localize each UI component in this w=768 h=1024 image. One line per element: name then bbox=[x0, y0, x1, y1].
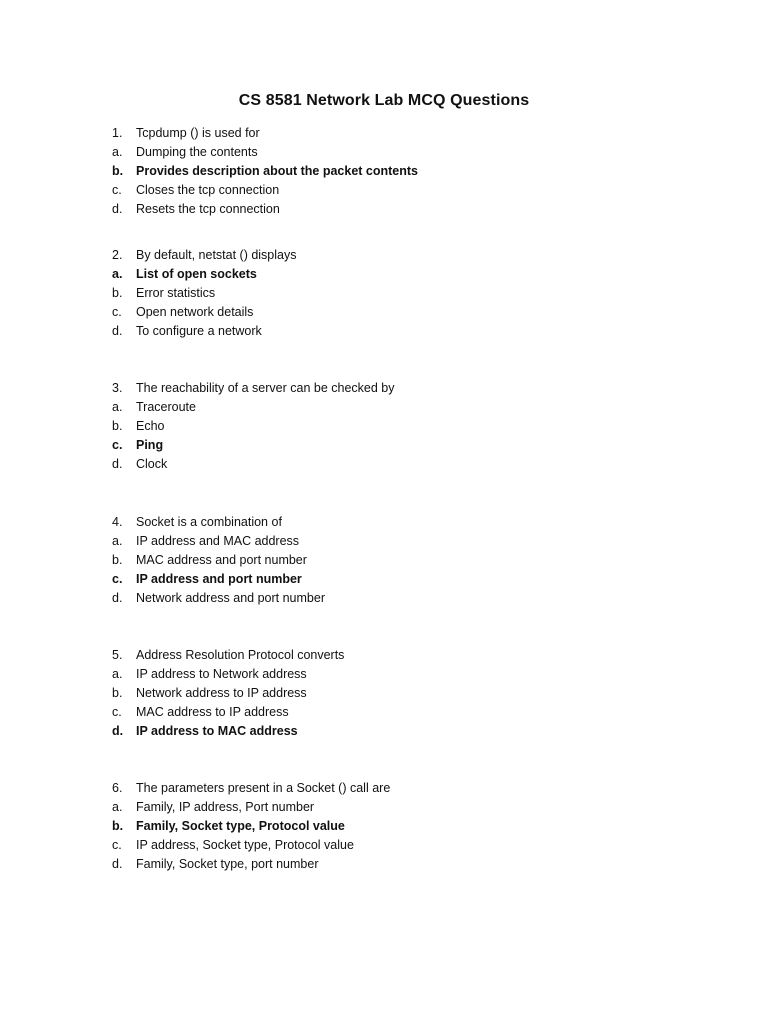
option-letter: b. bbox=[112, 686, 123, 700]
option-text: IP address to Network address bbox=[136, 667, 307, 681]
question-number: 4. bbox=[112, 515, 123, 529]
option-letter: c. bbox=[112, 183, 122, 197]
option-d bbox=[112, 322, 672, 341]
option-b bbox=[112, 417, 672, 436]
option-letter: b. bbox=[112, 553, 123, 567]
option-b-correct bbox=[112, 162, 672, 181]
question-2 bbox=[112, 246, 672, 341]
question-text: The parameters present in a Socket () call are bbox=[136, 781, 391, 795]
option-letter: c. bbox=[112, 705, 122, 719]
question-stem bbox=[112, 646, 672, 665]
option-text: To configure a network bbox=[136, 324, 262, 338]
option-letter: a. bbox=[112, 667, 123, 681]
option-text: Error statistics bbox=[136, 286, 216, 300]
option-c bbox=[112, 303, 672, 322]
option-d bbox=[112, 200, 672, 219]
question-5 bbox=[112, 646, 672, 741]
option-text: IP address and MAC address bbox=[136, 534, 300, 548]
option-letter: a. bbox=[112, 534, 123, 548]
option-text: Traceroute bbox=[136, 400, 196, 414]
option-c-correct bbox=[112, 570, 672, 589]
option-b bbox=[112, 551, 672, 570]
option-text: Echo bbox=[136, 419, 165, 433]
question-text: Address Resolution Protocol converts bbox=[136, 648, 345, 662]
option-d bbox=[112, 455, 672, 474]
option-letter: d. bbox=[112, 202, 123, 216]
option-letter: b. bbox=[112, 819, 124, 833]
option-b bbox=[112, 684, 672, 703]
option-text: Clock bbox=[136, 457, 168, 471]
option-letter: a. bbox=[112, 145, 123, 159]
option-text: Closes the tcp connection bbox=[136, 183, 280, 197]
option-text: Family, Socket type, port number bbox=[136, 857, 319, 871]
question-number: 1. bbox=[112, 126, 123, 140]
option-text: Provides description about the packet contents bbox=[136, 164, 419, 178]
question-number: 3. bbox=[112, 381, 123, 395]
option-text: MAC address and port number bbox=[136, 553, 307, 567]
option-c bbox=[112, 181, 672, 200]
option-letter: c. bbox=[112, 438, 123, 452]
option-letter: c. bbox=[112, 572, 123, 586]
option-text: Family, Socket type, Protocol value bbox=[136, 819, 345, 833]
option-text: Network address to IP address bbox=[136, 686, 307, 700]
option-text: Resets the tcp connection bbox=[136, 202, 280, 216]
option-text: Network address and port number bbox=[136, 591, 325, 605]
option-letter: d. bbox=[112, 857, 123, 871]
option-d bbox=[112, 855, 672, 874]
option-text: Dumping the contents bbox=[136, 145, 258, 159]
option-letter: d. bbox=[112, 591, 123, 605]
question-number: 5. bbox=[112, 648, 123, 662]
question-number: 2. bbox=[112, 248, 123, 262]
option-c bbox=[112, 703, 672, 722]
option-letter: c. bbox=[112, 305, 122, 319]
option-d-correct bbox=[112, 722, 672, 741]
option-a-correct bbox=[112, 265, 672, 284]
option-text: Family, IP address, Port number bbox=[136, 800, 315, 814]
option-letter: b. bbox=[112, 164, 124, 178]
option-c-correct bbox=[112, 436, 672, 455]
question-stem bbox=[112, 379, 672, 398]
question-6 bbox=[112, 779, 672, 874]
option-letter: a. bbox=[112, 400, 123, 414]
option-a bbox=[112, 798, 672, 817]
question-stem bbox=[112, 513, 672, 532]
option-letter: b. bbox=[112, 286, 123, 300]
option-text: Ping bbox=[136, 438, 164, 452]
option-letter: d. bbox=[112, 324, 123, 338]
option-a bbox=[112, 532, 672, 551]
option-letter: c. bbox=[112, 838, 122, 852]
question-1 bbox=[112, 124, 672, 219]
question-text: Tcpdump () is used for bbox=[136, 126, 260, 140]
option-text: MAC address to IP address bbox=[136, 705, 289, 719]
question-text: The reachability of a server can be checked by bbox=[136, 381, 395, 395]
question-text: By default, netstat () displays bbox=[136, 248, 297, 262]
option-letter: b. bbox=[112, 419, 123, 433]
option-letter: a. bbox=[112, 800, 123, 814]
option-letter: d. bbox=[112, 457, 123, 471]
option-c bbox=[112, 836, 672, 855]
option-text: List of open sockets bbox=[136, 267, 257, 281]
option-letter: a. bbox=[112, 267, 123, 281]
option-b-correct bbox=[112, 817, 672, 836]
option-a bbox=[112, 398, 672, 417]
option-letter: d. bbox=[112, 724, 124, 738]
option-text: Open network details bbox=[136, 305, 254, 319]
option-text: IP address, Socket type, Protocol value bbox=[136, 838, 354, 852]
question-3 bbox=[112, 379, 672, 474]
question-stem bbox=[112, 779, 672, 798]
option-a bbox=[112, 143, 672, 162]
question-4 bbox=[112, 513, 672, 608]
option-b bbox=[112, 284, 672, 303]
question-text: Socket is a combination of bbox=[136, 515, 282, 529]
option-text: IP address and port number bbox=[136, 572, 302, 586]
option-d bbox=[112, 589, 672, 608]
question-stem bbox=[112, 246, 672, 265]
question-number: 6. bbox=[112, 781, 123, 795]
page-title: CS 8581 Network Lab MCQ Questions bbox=[238, 92, 530, 109]
question-stem bbox=[112, 124, 672, 143]
option-a bbox=[112, 665, 672, 684]
option-text: IP address to MAC address bbox=[136, 724, 298, 738]
